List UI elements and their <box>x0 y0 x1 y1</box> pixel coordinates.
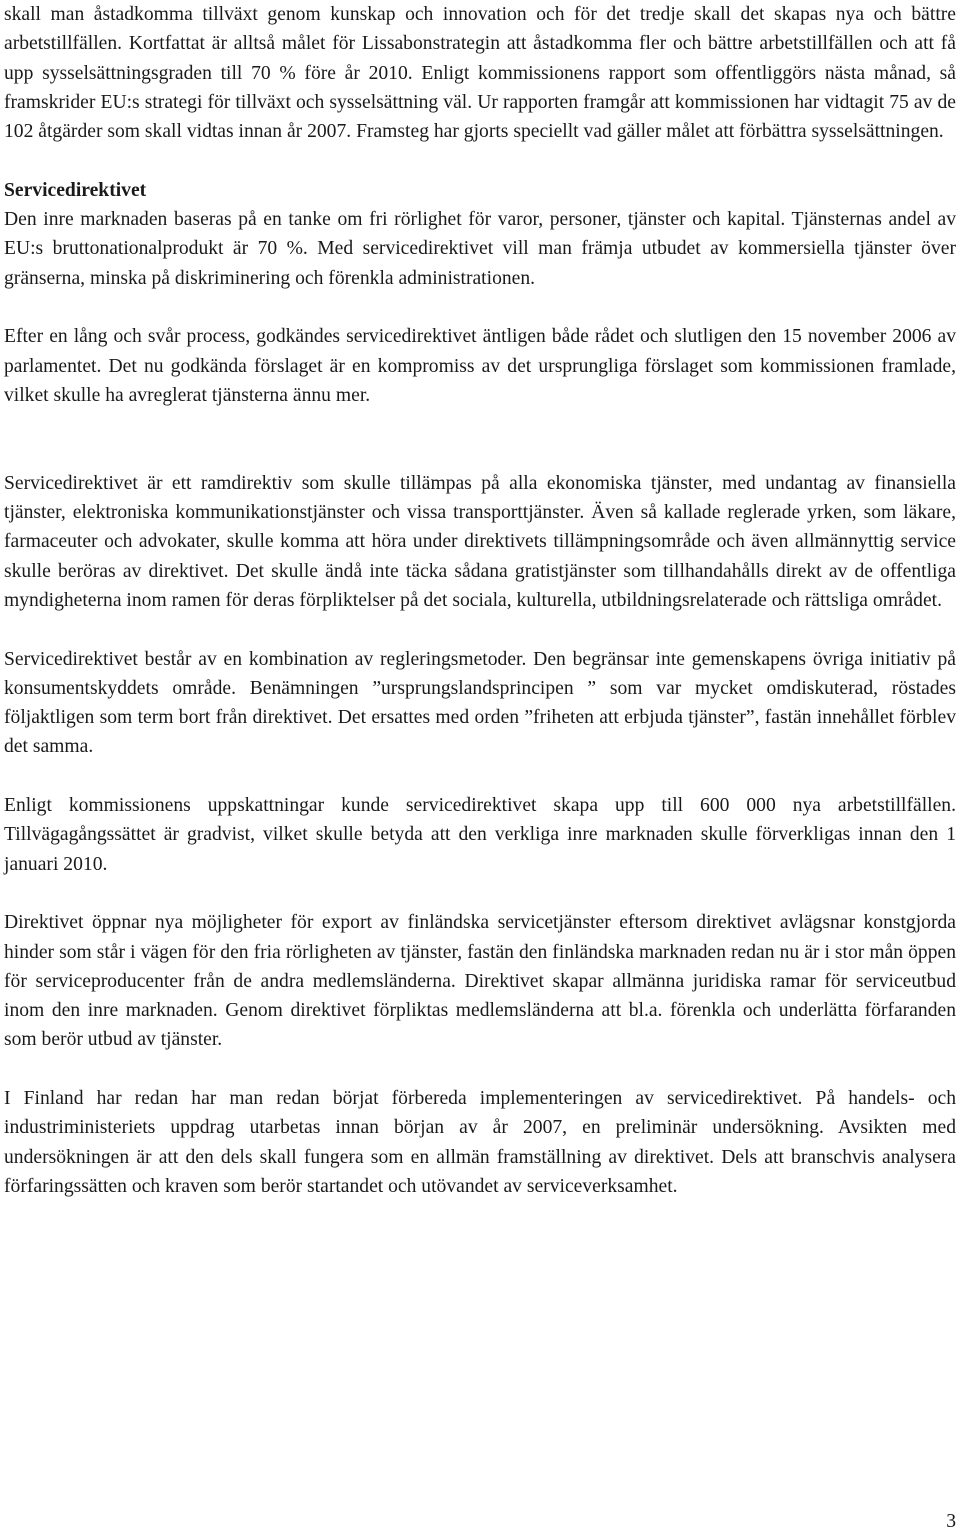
intro-paragraph: skall man åstadkomma tillväxt genom kunskap och innovation och för det tredje skall det skapas nya och bättre arbetstillfällen. Kortfattat är alltså målet för Lissabonstrategin att åstadkomma fler och bättre arbetstillfällen och att få upp sysselsättningsgraden till 70 % före år 2010. Enligt kommissionens rapport som offentliggörs nästa månad, så framskrider EU:s strategi för tillväxt och sysselsättning väl. Ur rapporten framgår att kommissionen har vidtagit 75 av de 102 åtgärder som skall vidtas innan år 2007. Framsteg har gjorts speciellt vad gäller målet att förbättra sysselsättningen. <box>4 4 956 143</box>
page-number: 3 <box>946 1511 956 1532</box>
paragraph-finland: I Finland har redan har man redan börjat förbereda implementeringen av servicedirektivet. På handels- och industriministeriets uppdrag utarbetas innan början av år 2007, en preliminär undersökning. Avsikten med undersökningen är att den dels skall fungera som en allmän framställning av direktivet. Dels att branschvis analysera förfaringssätten och kraven som berör startandet och utövandet av serviceverksamhet. <box>4 1087 956 1197</box>
paragraph-ramdirektiv: Servicedirektivet är ett ramdirektiv som skulle tillämpas på alla ekonomiska tjänster, med undantag av finansiella tjänster, elektroniska kommunikationstjänster och vissa transporttjänster. Även så kallade reglerade yrken, som läkare, farmaceuter och advokater, skulle komma att höra under direktivets tillämpningsområde och även allmännyttig service skulle beröras av direktivet. Det skulle ändå inte täcka sådana gratistjänster som tillhandahålls direkt av de offentliga myndigheterna inom ramen för deras förpliktelser på det sociala, kulturella, utbildningsrelaterade och rättsliga området. <box>4 472 956 611</box>
document-body <box>4 0 956 1201</box>
paragraph-regleringsmetoder: Servicedirektivet består av en kombination av regleringsmetoder. Den begränsar inte gemenskapens övriga initiativ på konsumentskyddets område. Benämningen ”ursprungslandsprincipen ” som var mycket omdiskuterad, röstades följaktligen som term bort från direktivet. Det ersattes med orden ”friheten att erbjuda tjänster”, fastän innehållet förblev det samma. <box>4 648 956 758</box>
section-heading: Servicedirektivet <box>4 179 147 201</box>
paragraph-export: Direktivet öppnar nya möjligheter för export av finländska servicetjänster eftersom direktivet avlägsnar konstgjorda hinder som står i vägen för den fria rörligheten av tjänster, fastän den finländska marknaden redan nu är i stor mån öppen för serviceproducenter från de andra medlemsländerna. Direktivet skapar allmänna juridiska ramar för serviceutbud inom den inre marknaden. Genom direktivet förpliktas medlemsländerna att bl.a. förenkla och underlätta förfaranden som berör utbud av tjänster. <box>4 912 956 1051</box>
paragraph-process: Efter en lång och svår process, godkändes servicedirektivet äntligen både rådet och slutligen den 15 november 2006 av parlamentet. Det nu godkända förslaget är en kompromiss av det ursprungliga förslaget som kommissionen framlade, vilket skulle ha avreglerat tjänsterna ännu mer. <box>4 326 956 406</box>
paragraph-inre-marknaden: Den inre marknaden baseras på en tanke om fri rörlighet för varor, personer, tjänster och kapital. Tjänsternas andel av EU:s bruttonationalprodukt är 70 %. Med servicedirektivet vill man främja utbudet av kommersiella tjänster över gränserna, minska på diskriminering och förenkla administrationen. <box>4 209 956 289</box>
paragraph-uppskattningar: Enligt kommissionens uppskattningar kunde servicedirektivet skapa upp till 600 000 nya arbetstillfällen. Tillvägagångssättet är gradvist, vilket skulle betyda att den verkliga inre marknaden skulle förverkligas innan den 1 januari 2010. <box>4 795 956 875</box>
